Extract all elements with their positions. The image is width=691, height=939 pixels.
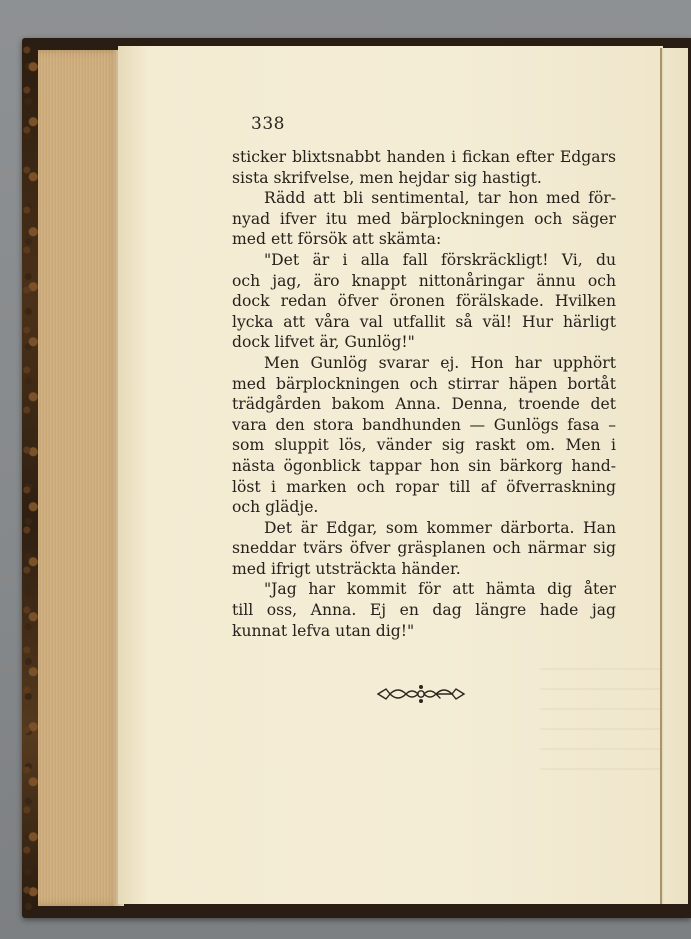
- text-line: sneddar tvärs öfver gräsplanen och närmar sig: [232, 539, 616, 558]
- text-line: till oss, Anna. Ej en dag längre hade jag: [232, 601, 616, 620]
- end-of-chapter-ornament-icon: [376, 683, 466, 705]
- text-line: nästa ögonblick tappar hon sin bärkorg hand-: [232, 456, 616, 475]
- text-line: vara den stora bandhunden — Gunlögs fasa –: [232, 415, 616, 434]
- text-line: sticker blixtsnabbt handen i fickan efter Edgars: [232, 148, 616, 166]
- text-line: dock redan öfver öronen förälskade. Hvilken: [232, 292, 616, 311]
- text-line: och jag, äro knappt nittonåringar ännu och: [232, 271, 616, 290]
- body-text: [232, 147, 616, 641]
- text-line: sista skrifvelse, men hejdar sig hastigt.: [232, 168, 542, 187]
- left-page-stack: [38, 50, 122, 906]
- text-line: med ifrigt utsträckta händer.: [232, 559, 461, 578]
- text-line: "Det är i alla fall förskräckligt! Vi, du: [264, 250, 616, 269]
- text-line: med bärplockningen och stirrar häpen bortåt: [232, 374, 616, 393]
- text-line: med ett försök att skämta:: [232, 230, 442, 249]
- text-line: Rädd att bli sentimental, tar hon med för-: [264, 189, 616, 208]
- text-line: löst i marken och ropar till af öfverraskning: [232, 477, 616, 496]
- marbled-board-edge: [22, 42, 38, 910]
- text-line: trädgården bakom Anna. Denna, troende det: [232, 395, 616, 414]
- text-line: Men Gunlög svarar ej. Hon har upphört: [264, 353, 616, 372]
- text-line: lycka att våra val utfallit så väl! Hur härligt: [232, 312, 616, 331]
- page-number: 338: [251, 114, 285, 134]
- text-line: dock lifvet är, Gunlög!": [232, 333, 415, 352]
- text-line: kunnat lefva utan dig!": [232, 621, 415, 640]
- text-line: "Jag har kommit för att hämta dig åter: [264, 580, 616, 599]
- right-page-edge: [660, 48, 688, 904]
- text-line: nyad ifver itu med bärplockningen och säger: [232, 209, 616, 228]
- text-line: som sluppit lös, vänder sig raskt om. Men i: [232, 436, 616, 455]
- text-line: och glädje.: [232, 498, 319, 517]
- text-line: Det är Edgar, som kommer därborta. Han: [264, 518, 616, 537]
